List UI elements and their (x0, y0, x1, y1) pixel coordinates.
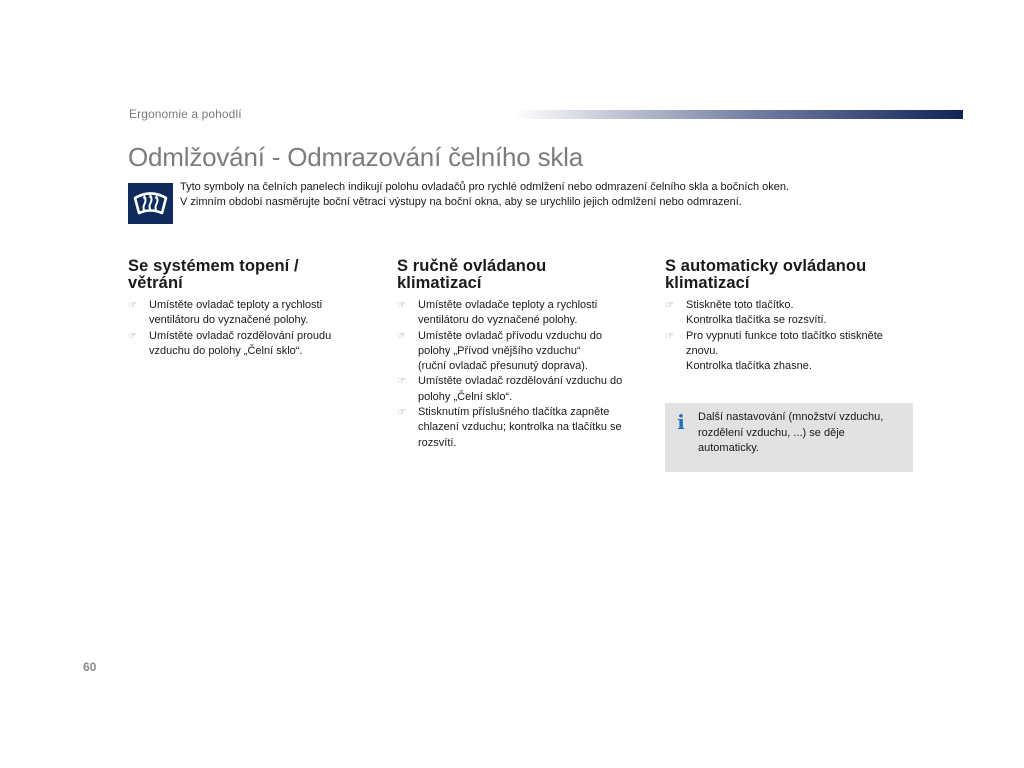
column-heading-line: Se systémem topení / (128, 257, 299, 275)
list-item-line: Kontrolka tlačítka se rozsvítí. (686, 314, 827, 327)
header-gradient-bar (515, 110, 963, 119)
info-text-line: Další nastavování (množství vzduchu, (698, 411, 884, 423)
instruction-list (397, 298, 647, 451)
pointing-hand-icon: ☞ (665, 330, 674, 342)
pointing-hand-icon: ☞ (397, 407, 406, 419)
list-item (397, 374, 647, 405)
list-item (397, 329, 647, 375)
list-item (128, 298, 378, 329)
list-item-line: (ruční ovladač přesunutý doprava). (418, 360, 588, 373)
info-text-line: rozdělení vzduchu, ...) se děje (698, 426, 845, 439)
column-heading-line: S ručně ovládanou (397, 257, 547, 275)
info-box (665, 403, 913, 472)
defrost-badge (128, 183, 173, 224)
list-item-line: Umístěte ovladač rozdělování vzduchu do (418, 375, 623, 388)
info-text-line: automaticky. (698, 442, 759, 454)
list-item-line: Umístěte ovladač přívodu vzduchu do (418, 329, 603, 342)
list-item-line: Stisknutím příslušného tlačítka zapněte (418, 406, 610, 419)
list-item-line: ventilátoru do vyznačené polohy. (149, 314, 309, 327)
column-heading-line: klimatizací (397, 274, 482, 292)
pointing-hand-icon: ☞ (397, 376, 406, 388)
list-item (665, 298, 915, 329)
column-manual-ac (397, 258, 647, 451)
list-item-line: ventilátoru do vyznačené polohy. (418, 314, 578, 327)
list-item-line: chlazení vzduchu; kontrolka na tlačítku se (418, 421, 622, 434)
list-item (128, 329, 378, 360)
column-heading-line: větrání (128, 274, 183, 292)
windscreen-defrost-icon (132, 187, 169, 220)
pointing-hand-icon: ☞ (128, 330, 137, 342)
instruction-list (128, 298, 378, 359)
list-item-line: Pro vypnutí funkce toto tlačítko stiskněte (686, 329, 883, 342)
list-item-line: znovu. (686, 344, 719, 357)
list-item (665, 329, 915, 375)
page-number: 60 (83, 660, 97, 674)
column-heading (397, 258, 647, 292)
intro-line: V zimním období nasměrujte boční větrací výstupy na boční okna, aby se urychlilo jejich odmlžení nebo odmrazení. (180, 196, 742, 208)
pointing-hand-icon: ☞ (128, 300, 137, 311)
pointing-hand-icon: ☞ (397, 330, 406, 342)
list-item-line: vzduchu do polohy „Čelní sklo“. (149, 344, 303, 357)
list-item-line: Stiskněte toto tlačítko. (686, 299, 794, 311)
list-item (397, 405, 647, 451)
page-title: Odmlžování - Odmrazování čelního skla (128, 142, 584, 172)
intro-text (180, 180, 880, 210)
list-item-line: Umístěte ovladač teploty a rychlosti (149, 299, 323, 311)
column-heading-line: S automaticky ovládanou (665, 257, 867, 275)
pointing-hand-icon: ☞ (397, 300, 406, 311)
column-heating-ventilation (128, 258, 378, 359)
pointing-hand-icon: ☞ (665, 300, 674, 311)
list-item-line: rozsvítí. (418, 436, 457, 449)
intro-line: Tyto symboly na čelních panelech indikují polohu ovladačů pro rychlé odmlžení nebo odmrazení čelního skla a bočních oken. (180, 181, 790, 193)
list-item (397, 298, 647, 329)
list-item-line: Kontrolka tlačítka zhasne. (686, 360, 812, 373)
list-item-line: polohy „Čelní sklo“. (418, 390, 513, 403)
list-item-line: Umístěte ovladače teploty a rychlosti (418, 299, 598, 311)
column-heading (665, 258, 915, 292)
section-label: Ergonomie a pohodlí (129, 107, 242, 121)
list-item-line: Umístěte ovladač rozdělování proudu (149, 329, 332, 342)
column-automatic-ac (665, 258, 915, 374)
instruction-list (665, 298, 915, 374)
column-heading (128, 258, 378, 292)
info-icon: i (677, 410, 685, 434)
info-text (698, 410, 906, 457)
column-heading-line: klimatizací (665, 274, 750, 292)
list-item-line: polohy „Přívod vnějšího vzduchu“ (418, 344, 581, 357)
